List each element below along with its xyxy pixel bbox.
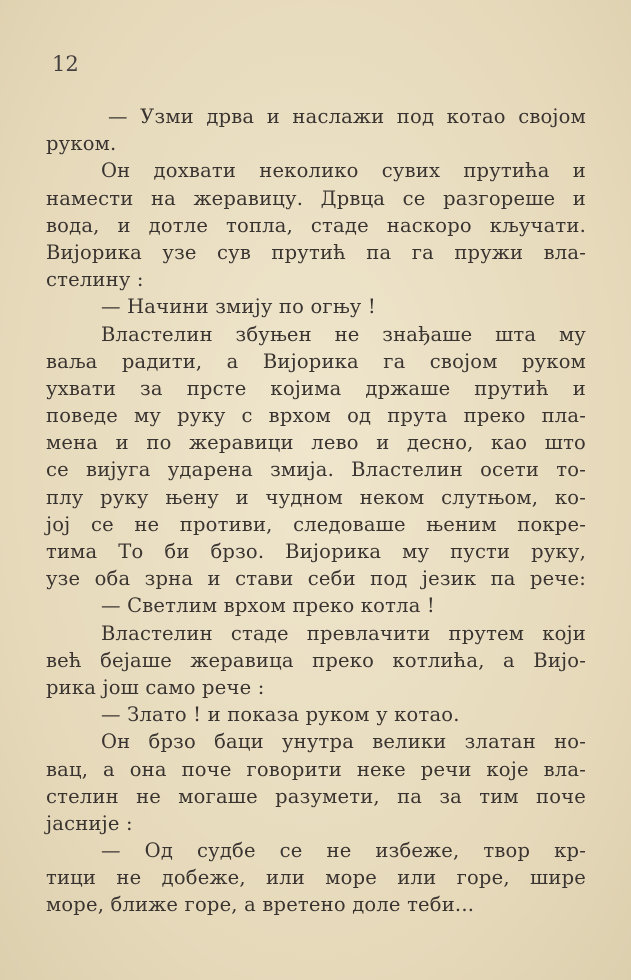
text-line: плу руку њену и чудном неком слутњом, ко- [46, 485, 586, 509]
text-line: намести на жеравицу. Дрвца се разгореше и [46, 186, 586, 210]
text-line: стелину : [46, 268, 144, 292]
text-line: вода, и дотле топла, стаде наскоро кључати. [46, 213, 586, 237]
text-line: јој се не противи, следоваше њеним покре- [46, 512, 586, 536]
text-line: рика још само рече : [46, 675, 265, 699]
text-line: стелин не могаше разумети, па за тим поче [46, 784, 586, 808]
text-line: Он брзо баци унутра велики златан но- [101, 730, 586, 754]
text-line: Властелин стаде превлачити прутем који [101, 621, 586, 645]
text-line: се вијуга ударена змија. Властелин осети то- [46, 458, 586, 482]
text-line: ваља радити, а Вијорика га својом руком [46, 349, 586, 373]
text-line: већ бејаше жеравица преко котлића, а Вијо- [46, 648, 586, 672]
text-line: поведе му руку с врхом од прута преко пла- [46, 404, 586, 428]
text-line: руком. [46, 132, 117, 156]
text-line: — Узми дрва и наслажи под котао својом [108, 105, 586, 128]
text-line: тици не добеже, или море или горе, шире [46, 866, 586, 890]
text-line: — Од судбе се не избеже, твор кр- [101, 839, 586, 863]
text-line: Вијорика узе сув прутић па га пружи вла- [46, 240, 586, 264]
text-line: — Начини змију по огњу ! [101, 295, 376, 319]
text-line: узе оба зрна и стави себи под језик па рече: [46, 567, 586, 591]
text-line: мена и по жеравици лево и десно, као што [46, 431, 586, 455]
text-line: вац, а она поче говорити неке речи које вла- [46, 757, 586, 781]
body-text [46, 103, 586, 919]
text-line: Он дохвати неколико сувих прутића и [101, 159, 586, 183]
text-line: ухвати за прсте којима држаше прутић и [46, 376, 586, 400]
text-line: јасније : [46, 811, 133, 835]
text-line: — Светлим врхом преко котла ! [101, 594, 435, 618]
text-line: тима То би брзо. Вијорика му пусти руку, [46, 540, 586, 563]
text-line: море, ближе горе, а вретено доле теби... [46, 893, 475, 917]
text-line: — Злато ! и показа руком у котао. [101, 703, 460, 727]
text-line: Властелин збуњен не знађаше шта му [101, 322, 586, 346]
page-number: 12 [52, 52, 79, 76]
